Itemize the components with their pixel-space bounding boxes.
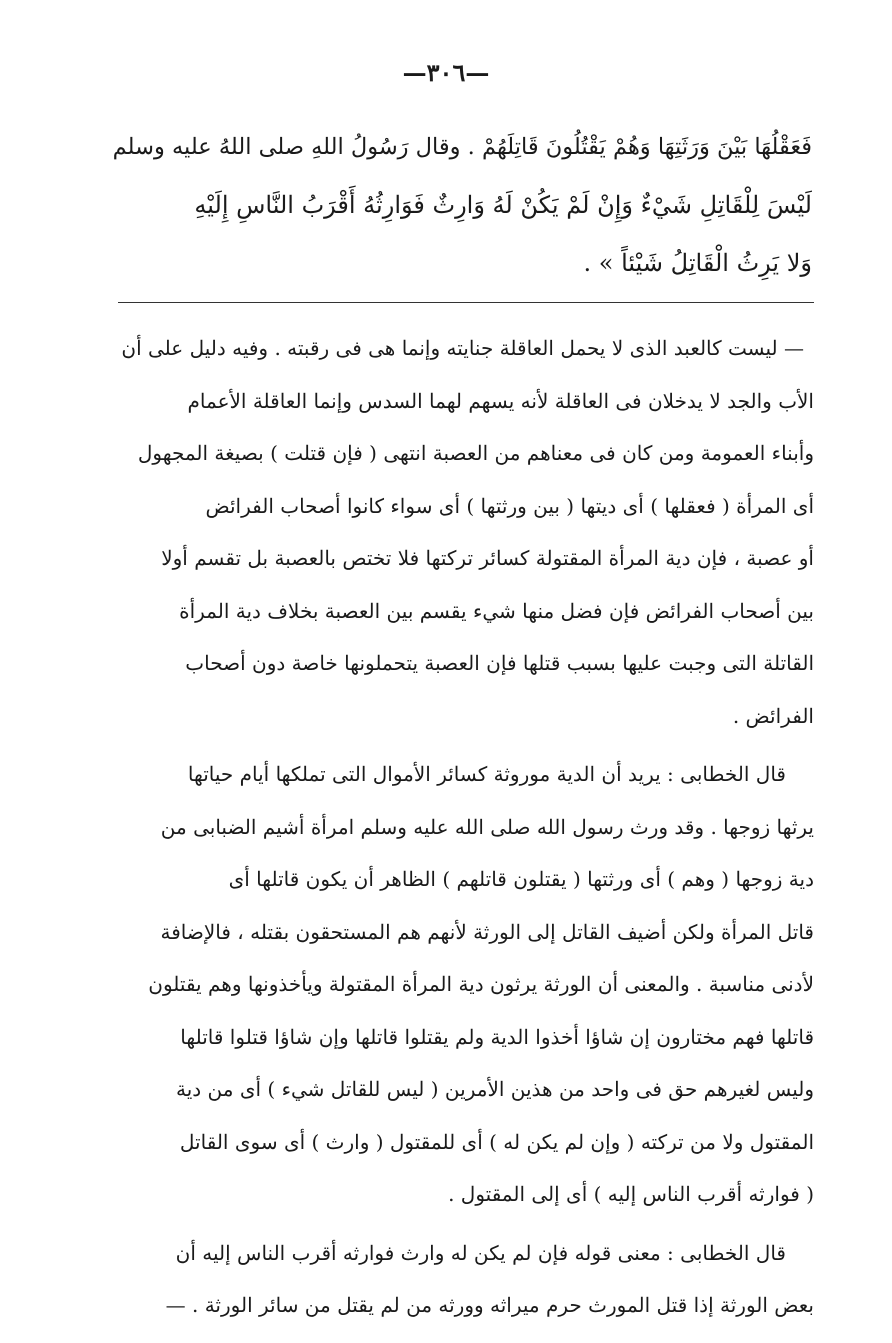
commentary-line: أى المرأة ( فعقلها ) أى ديتها ( بين ورثتها ) أى سواء كانوا أصحاب الفرائض [205,493,814,518]
commentary-line: قال الخطابى : معنى قوله فإن لم يكن له وارث فوارثه أقرب الناس إليه أن [175,1240,786,1265]
commentary-line: يرثها زوجها . وقد ورث رسول الله صلى الله عليه وسلم امرأة أشيم الضبابى من [160,814,814,839]
commentary-line: قاتل المرأة ولكن أضيف القاتل إلى الورثة لأنهم هم المستحقون بقتله ، فالإضافة [160,919,814,944]
commentary-paragraph [112,748,814,1221]
commentary-line: الفرائض . [732,703,814,728]
commentary-line: وأبناء العمومة ومن كان فى معناهم من العصبة انتهى ( فإن قتلت ) بصيغة المجهول [137,441,814,465]
commentary-line: دية زوجها ( وهم ) أى ورثتها ( يقتلون قاتلهم ) الظاهر أن يكون قاتلها أى [228,867,814,891]
commentary-line: الأب والجد لا يدخلان فى العاقلة لأنه يسهم لهما السدس وإنما العاقلة الأعمام [187,388,814,413]
footnote-separator [118,302,814,303]
commentary-paragraph [112,1227,814,1332]
commentary-line: قاتلها فهم مختارون إن شاؤا أخذوا الدية ولم يقتلوا قاتلها وإن شاؤا قتلوا قاتلها [180,1024,814,1049]
commentary-line: ( فوارثه أقرب الناس إليه ) أى إلى المقتول . [448,1182,814,1206]
commentary-paragraph [112,322,814,742]
commentary-line: لأدنى مناسبة . والمعنى أن الورثة يرثون دية المرأة المقتولة ويأخذونها وهم يقتلون [148,972,814,996]
hadith-line: وَلا يَرِثُ الْقَاتِلُ شَيْئاً » . [583,249,812,277]
hadith-line: لَيْسَ لِلْقَاتِلِ شَيْءٌ وَإِنْ لَمْ يَكُنْ لَهُ وَارِثٌ فَوَارِثُهُ أَقْرَبُ النَّاسِ إِلَيْهِ [194,191,812,219]
commentary-line: بين أصحاب الفرائض فإن فضل منها شيء يقسم بين العصبة بخلاف دية المرأة [179,598,814,623]
hadith-line: فَعَقْلُهَا بَيْنَ وَرَثَتِهَا وَهُمْ يَقْتُلُونَ قَاتِلَهُمْ . وقال رَسُولُ اللهِ صلى اللهُ عليه وسلم [112,134,812,160]
commentary-line: — ليست كالعبد الذى لا يحمل العاقلة جنايته وإنما هى فى رقبته . وفيه دليل على أن [121,336,804,360]
commentary-line: وليس لغيرهم حق فى واحد من هذين الأمرين ( ليس للقاتل شيء ) أى من دية [176,1077,814,1101]
commentary-line: أو عصبة ، فإن دية المرأة المقتولة كسائر تركتها فلا تختص بالعصبة بل تقسم أولا [161,546,814,570]
hadith-text [112,118,812,292]
page-number: —٣٠٦— [402,58,490,87]
commentary-text [112,322,814,1332]
commentary-line: القاتلة التى وجبت عليها بسبب قتلها فإن العصبة يتحملونها خاصة دون أصحاب [185,651,814,675]
commentary-line: قال الخطابى : يريد أن الدية موروثة كسائر الأموال التى تملكها أيام حياتها [187,762,786,786]
commentary-line: بعض الورثة إذا قتل المورث حرم ميراثه وورثه من لم يقتل من سائر الورثة . — [165,1293,814,1317]
commentary-line: المقتول ولا من تركته ( وإن لم يكن له ) أى للمقتول ( وارث ) أى سوى القاتل [179,1129,814,1154]
